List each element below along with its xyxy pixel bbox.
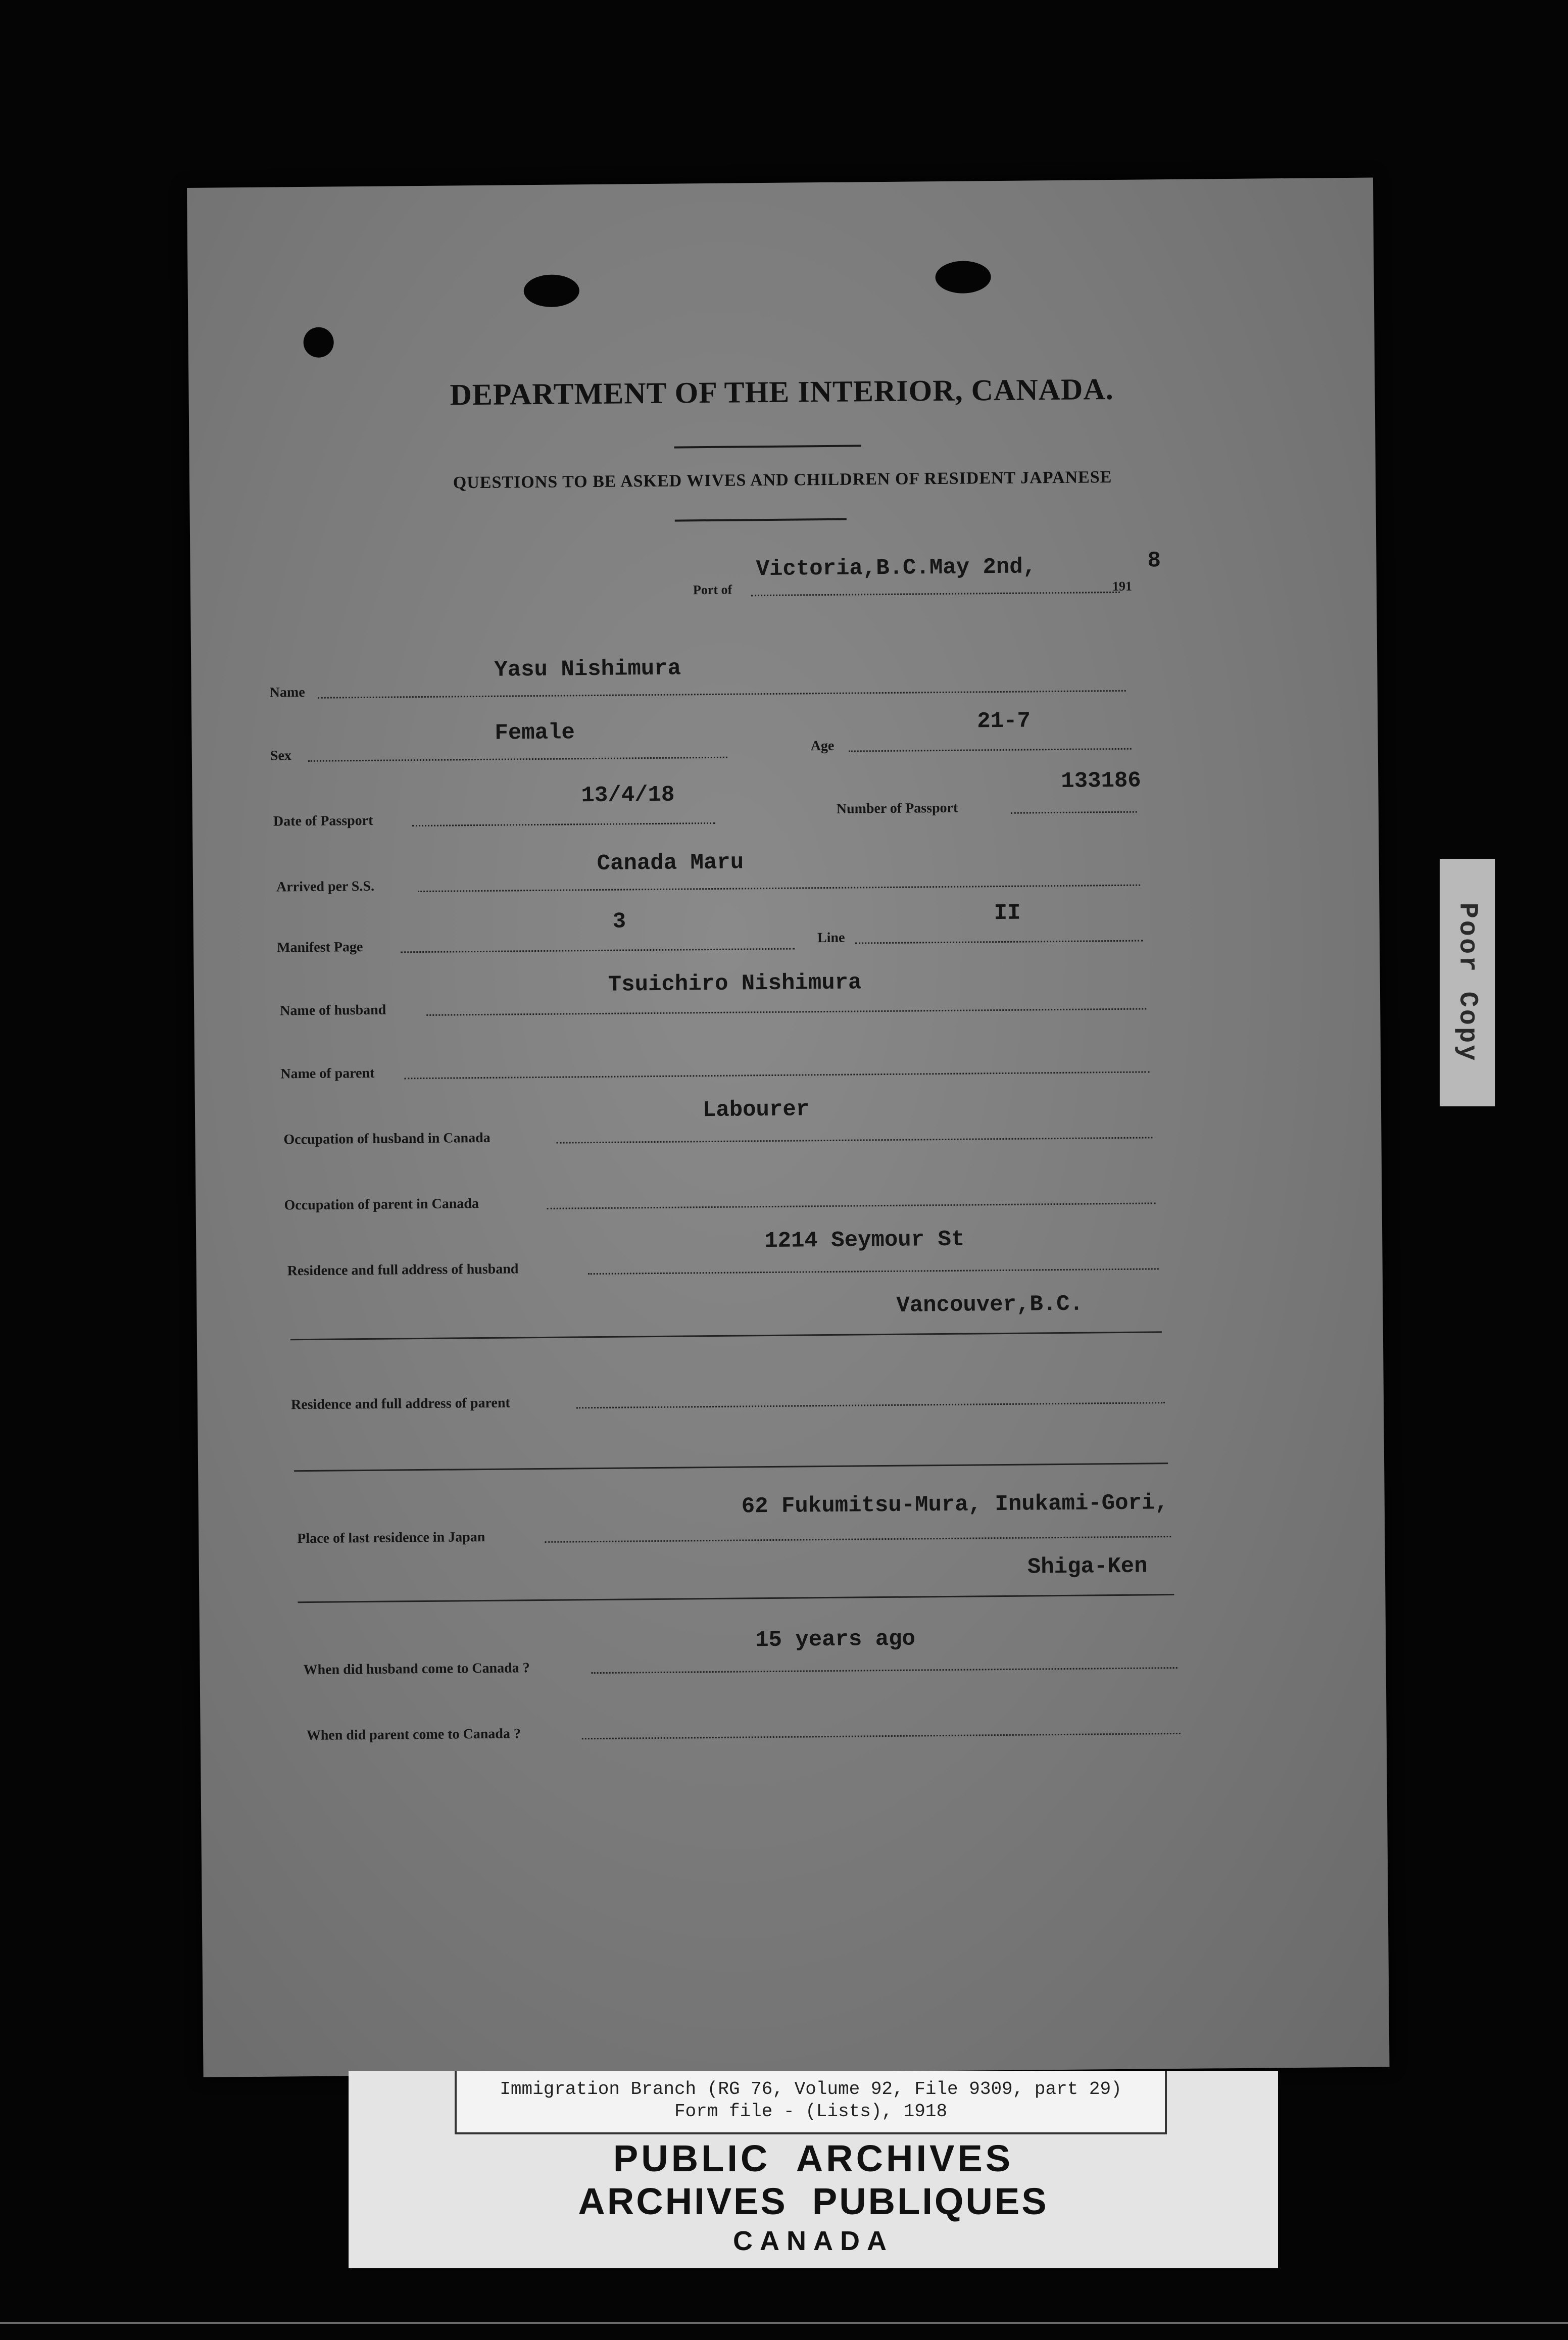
when-husband-label: When did husband come to Canada ? xyxy=(303,1660,530,1678)
number-of-passport-label: Number of Passport xyxy=(836,800,958,817)
name-of-husband-value: Tsuichiro Nishimura xyxy=(608,970,862,998)
sex-line xyxy=(308,757,727,762)
last-residence-japan-line-2 xyxy=(298,1594,1174,1603)
name-of-husband-label: Name of husband xyxy=(280,1002,386,1019)
arrived-per-ss-label: Arrived per S.S. xyxy=(276,878,375,895)
age-value: 21-7 xyxy=(977,708,1031,735)
punch-hole-top-right xyxy=(935,261,991,294)
name-label: Name xyxy=(269,684,305,701)
manifest-page-line xyxy=(401,948,795,953)
name-value: Yasu Nishimura xyxy=(494,656,681,683)
port-line xyxy=(751,592,1120,596)
occupation-husband-line xyxy=(557,1137,1153,1143)
archive-reference-line-2: Form file - (Lists), 1918 xyxy=(674,2101,948,2122)
number-of-passport-value: 133186 xyxy=(1061,768,1141,794)
occupation-parent-line xyxy=(547,1202,1156,1209)
date-of-passport-value: 13/4/18 xyxy=(581,782,675,809)
name-of-husband-line xyxy=(426,1008,1146,1015)
date-of-passport-line xyxy=(412,822,715,826)
residence-husband-line-1 xyxy=(588,1268,1159,1275)
manifest-page-label: Manifest Page xyxy=(276,939,363,956)
occupation-husband-value: Labourer xyxy=(702,1097,810,1124)
year-prefix-label: 191 xyxy=(1112,578,1133,594)
when-husband-line xyxy=(592,1667,1178,1674)
line-label: Line xyxy=(817,930,845,946)
port-value: Victoria,B.C.May 2nd, xyxy=(756,554,1037,582)
date-of-passport-label: Date of Passport xyxy=(273,812,373,830)
residence-husband-label: Residence and full address of husband xyxy=(287,1261,519,1279)
name-of-parent-line xyxy=(404,1071,1149,1079)
name-line xyxy=(318,690,1126,699)
department-title: DEPARTMENT OF THE INTERIOR, CANADA. xyxy=(450,372,1114,412)
when-parent-line xyxy=(582,1733,1181,1739)
residence-husband-line-2 xyxy=(290,1331,1162,1340)
last-residence-japan-line-1 xyxy=(545,1536,1171,1543)
residence-parent-label: Residence and full address of parent xyxy=(290,1395,510,1413)
last-residence-japan-value-2: Shiga-Ken xyxy=(1027,1553,1148,1580)
archive-label xyxy=(349,2071,1278,2268)
residence-husband-value-2: Vancouver,B.C. xyxy=(896,1291,1084,1319)
age-line xyxy=(849,748,1132,752)
title-divider xyxy=(674,445,861,448)
form-subtitle: QUESTIONS TO BE ASKED WIVES AND CHILDREN OF RESIDENT JAPANESE xyxy=(453,468,1112,493)
when-parent-label: When did parent come to Canada ? xyxy=(306,1726,521,1744)
sex-label: Sex xyxy=(270,748,291,764)
last-residence-japan-value-1: 62 Fukumitsu-Mura, Inukami-Gori, xyxy=(741,1490,1168,1520)
archive-reference xyxy=(455,2071,1167,2134)
residence-husband-value-1: 1214 Seymour St xyxy=(764,1227,965,1254)
arrived-per-ss-line xyxy=(418,885,1140,892)
poor-copy-stamp xyxy=(1440,859,1495,1106)
punch-hole-left xyxy=(303,327,334,358)
archive-reference-line-1: Immigration Branch (RG 76, Volume 92, File 9309, part 29) xyxy=(500,2079,1122,2100)
archive-line-2: ARCHIVES PUBLIQUES xyxy=(578,2180,1049,2222)
when-husband-value: 15 years ago xyxy=(755,1626,916,1653)
residence-parent-line-1 xyxy=(576,1402,1165,1408)
year-suffix-value: 8 xyxy=(1147,548,1161,574)
sex-value: Female xyxy=(495,720,575,746)
line-value: II xyxy=(994,900,1021,927)
line-line xyxy=(855,940,1143,944)
manifest-page-value: 3 xyxy=(612,909,626,935)
form-sheet xyxy=(187,178,1390,2077)
archive-line-3: CANADA xyxy=(733,2226,894,2256)
port-label: Port of xyxy=(693,582,732,598)
residence-parent-line-2 xyxy=(294,1462,1168,1472)
archive-line-1: PUBLIC ARCHIVES xyxy=(613,2137,1014,2179)
subtitle-divider xyxy=(675,518,847,522)
number-of-passport-line xyxy=(1011,811,1137,814)
age-label: Age xyxy=(810,738,835,754)
occupation-husband-label: Occupation of husband in Canada xyxy=(283,1130,491,1148)
poor-copy-text: Poor Copy xyxy=(1452,902,1483,1063)
arrived-per-ss-value: Canada Maru xyxy=(597,850,744,876)
name-of-parent-label: Name of parent xyxy=(280,1065,375,1082)
punch-hole-top-left xyxy=(524,274,580,307)
last-residence-japan-label: Place of last residence in Japan xyxy=(297,1529,485,1547)
bottom-rule xyxy=(0,2322,1568,2324)
occupation-parent-label: Occupation of parent in Canada xyxy=(284,1196,479,1213)
